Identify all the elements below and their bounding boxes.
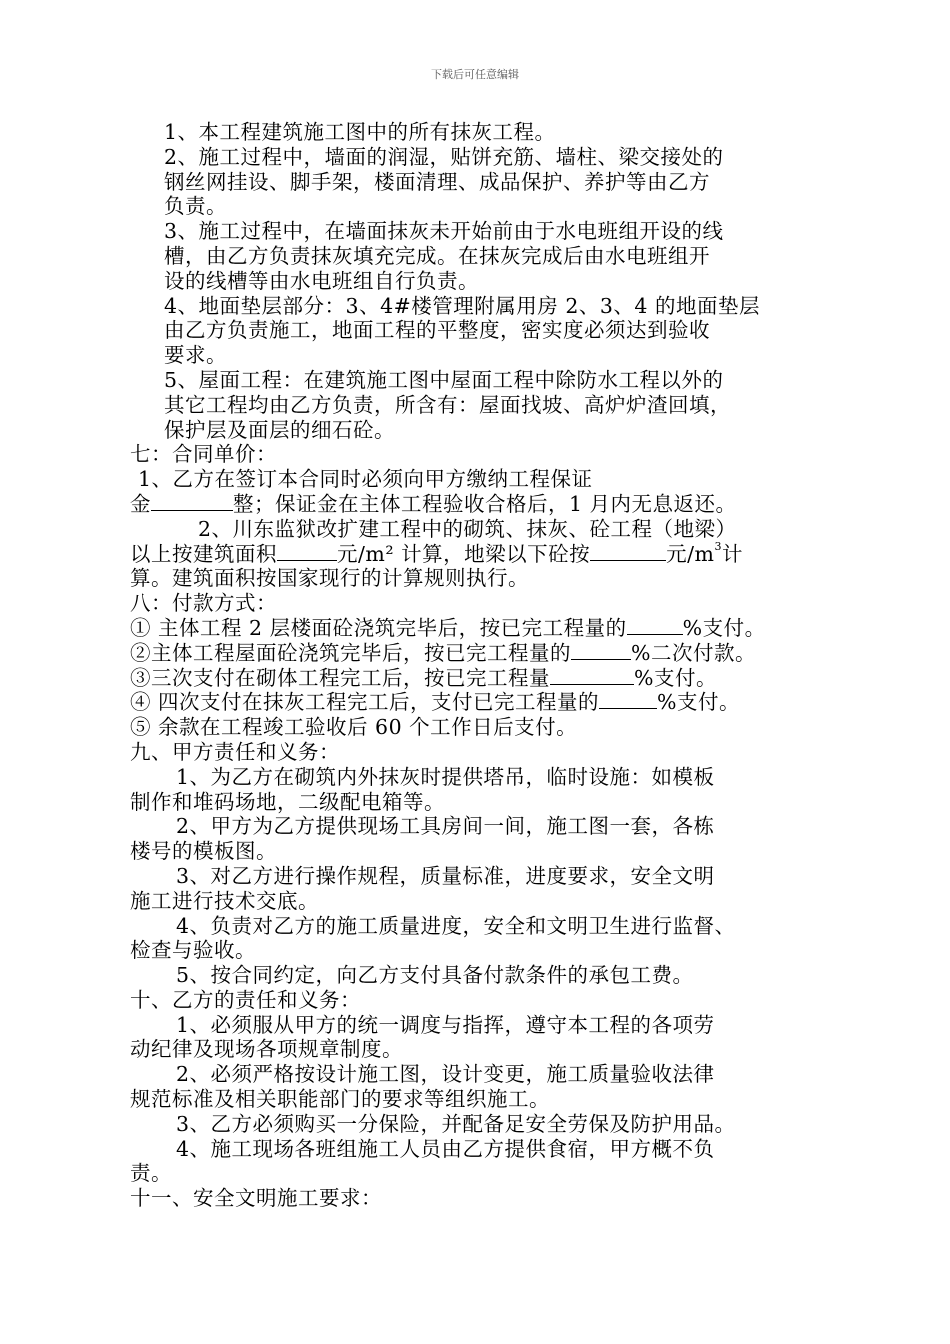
text-line — [130, 591, 830, 616]
text-line — [130, 889, 830, 914]
text-segment: 八：付款方式： — [130, 591, 277, 616]
text-segment: ① 主体工程 2 层楼面砼浇筑完毕后，按已完工程量的 — [130, 615, 627, 640]
text-segment: 金 — [130, 491, 151, 516]
text-segment: 施工进行技术交底。 — [130, 888, 319, 913]
text-line — [130, 1112, 830, 1137]
text-line — [130, 442, 830, 467]
text-line — [130, 294, 830, 319]
text-line — [130, 418, 830, 443]
superscript: 3 — [714, 539, 722, 553]
text-line — [130, 467, 830, 492]
text-segment: 其它工程均由乙方负责，所含有：屋面找坡、高炉炉渣回填， — [164, 392, 731, 417]
text-segment: ④ 四次支付在抹灰工程完工后，支付已完工程量的 — [130, 690, 600, 715]
text-segment: 5、按合同约定，向乙方支付具备付款条件的承包工费。 — [176, 963, 694, 988]
text-line — [130, 864, 830, 889]
text-line — [130, 343, 830, 368]
text-segment: 2、甲方为乙方提供现场工具房间一间，施工图一套，各栋 — [176, 814, 715, 839]
text-segment: 十、乙方的责任和义务： — [130, 987, 361, 1012]
text-line — [130, 219, 830, 244]
text-line — [130, 740, 830, 765]
text-line — [130, 120, 830, 145]
text-segment: 楼号的模板图。 — [130, 839, 277, 864]
text-line — [130, 1087, 830, 1112]
text-line — [130, 765, 830, 790]
text-segment: 2、必须严格按设计施工图，设计变更，施工质量验收法律 — [176, 1062, 715, 1087]
text-segment: 3、对乙方进行操作规程，质量标准，进度要求，安全文明 — [176, 863, 715, 888]
text-segment: 4、负责对乙方的施工质量进度，安全和文明卫生进行监督、 — [176, 913, 736, 938]
text-segment: 4、地面垫层部分：3、4#楼管理附属用房 2、3、4 的地面垫层 — [164, 293, 760, 318]
text-segment: 5、屋面工程：在建筑施工图中屋面工程中除防水工程以外的 — [164, 367, 724, 392]
text-segment: %支付。 — [682, 615, 766, 640]
text-line — [130, 790, 830, 815]
text-segment: ②主体工程屋面砼浇筑完毕后，按已完工程量的 — [130, 640, 571, 665]
text-segment: 动纪律及现场各项规章制度。 — [130, 1037, 403, 1062]
text-segment: 钢丝网挂设、脚手架，楼面清理、成品保护、养护等由乙方 — [164, 169, 710, 194]
page-header: 下载后可任意编辑 — [431, 68, 519, 81]
fill-in-blank — [627, 616, 683, 635]
text-line — [130, 368, 830, 393]
text-segment: 1、乙方在签订本合同时必须向甲方缴纳工程保证 — [138, 467, 593, 492]
text-segment: 要求。 — [164, 343, 227, 368]
text-line — [130, 318, 830, 343]
fill-in-blank — [571, 641, 631, 660]
text-segment: 1、本工程建筑施工图中的所有抹灰工程。 — [164, 120, 556, 144]
fill-in-blank — [590, 542, 666, 561]
text-segment: 3、乙方必须购买一分保险，并配备足安全劳保及防护用品。 — [176, 1111, 736, 1136]
text-segment: %二次付款。 — [631, 640, 756, 665]
text-segment: 4、施工现场各班组施工人员由乙方提供食宿，甲方概不负 — [176, 1136, 715, 1161]
text-segment: 检查与验收。 — [130, 938, 256, 963]
text-segment: 1、必须服从甲方的统一调度与指挥，遵守本工程的各项劳 — [176, 1012, 715, 1037]
text-line — [130, 938, 830, 963]
text-line — [130, 641, 830, 666]
text-segment: 设的线槽等由水电班组自行负责。 — [164, 268, 479, 293]
fill-in-blank — [550, 666, 634, 685]
document-body — [130, 120, 830, 1211]
fill-in-blank — [151, 492, 233, 511]
text-segment: 整；保证金在主体工程验收合格后，1 月内无息返还。 — [233, 491, 737, 516]
text-segment: 算。建筑面积按国家现行的计算规则执行。 — [130, 566, 529, 591]
text-segment: 由乙方负责施工，地面工程的平整度，密实度必须达到验收 — [164, 318, 710, 343]
text-line — [130, 988, 830, 1013]
text-line — [130, 492, 830, 517]
text-line — [130, 839, 830, 864]
text-segment: 负责。 — [164, 194, 227, 219]
text-segment: 槽，由乙方负责抹灰填充完成。在抹灰完成后由水电班组开 — [164, 243, 710, 268]
fill-in-blank — [277, 542, 337, 561]
fill-in-blank — [599, 690, 657, 709]
text-line — [130, 616, 830, 641]
text-line — [130, 715, 830, 740]
text-segment: ③三次支付在砌体工程完工后，按已完工程量 — [130, 665, 550, 690]
text-line — [130, 690, 830, 715]
text-line — [130, 666, 830, 691]
text-segment: 计 — [721, 541, 743, 566]
text-segment: 七：合同单价： — [130, 442, 277, 467]
text-line — [130, 244, 830, 269]
text-line — [130, 963, 830, 988]
text-line — [130, 517, 830, 542]
text-segment: %支付。 — [634, 665, 717, 690]
text-segment: 2、川东监狱改扩建工程中的砌筑、抹灰、砼工程（地梁） — [198, 516, 737, 541]
text-line — [130, 269, 830, 294]
text-segment: 元/m — [666, 541, 715, 566]
text-segment: ⑤ 余款在工程竣工验收后 60 个工作日后支付。 — [130, 715, 578, 740]
text-line — [130, 1186, 830, 1211]
text-segment: 3、施工过程中，在墙面抹灰未开始前由于水电班组开设的线 — [164, 219, 724, 244]
text-line — [130, 539, 830, 567]
text-segment: 九、甲方责任和义务： — [130, 739, 340, 764]
text-segment: 规范标准及相关职能部门的要求等组织施工。 — [130, 1087, 550, 1112]
text-line — [130, 566, 830, 591]
text-segment: 元/m² 计算，地梁以下砼按 — [337, 541, 591, 566]
text-segment: 1、为乙方在砌筑内外抹灰时提供塔吊，临时设施：如模板 — [176, 764, 715, 789]
text-segment: 保护层及面层的细石砼。 — [164, 417, 395, 442]
text-line — [130, 1037, 830, 1062]
text-line — [130, 170, 830, 195]
text-segment: 十一、安全文明施工要求： — [130, 1186, 382, 1211]
text-segment: 责。 — [130, 1161, 172, 1186]
text-line — [130, 194, 830, 219]
text-line — [130, 914, 830, 939]
text-segment: 制作和堆码场地，二级配电箱等。 — [130, 789, 445, 814]
text-line — [130, 814, 830, 839]
text-line — [130, 1137, 830, 1162]
text-segment: 以上按建筑面积 — [130, 541, 277, 566]
text-line — [130, 1013, 830, 1038]
text-line — [130, 1062, 830, 1087]
text-segment: 2、施工过程中，墙面的润湿，贴饼充筋、墙柱、梁交接处的 — [164, 144, 724, 169]
text-line — [130, 145, 830, 170]
text-line — [130, 1161, 830, 1186]
text-segment: %支付。 — [657, 690, 740, 715]
text-line — [130, 393, 830, 418]
